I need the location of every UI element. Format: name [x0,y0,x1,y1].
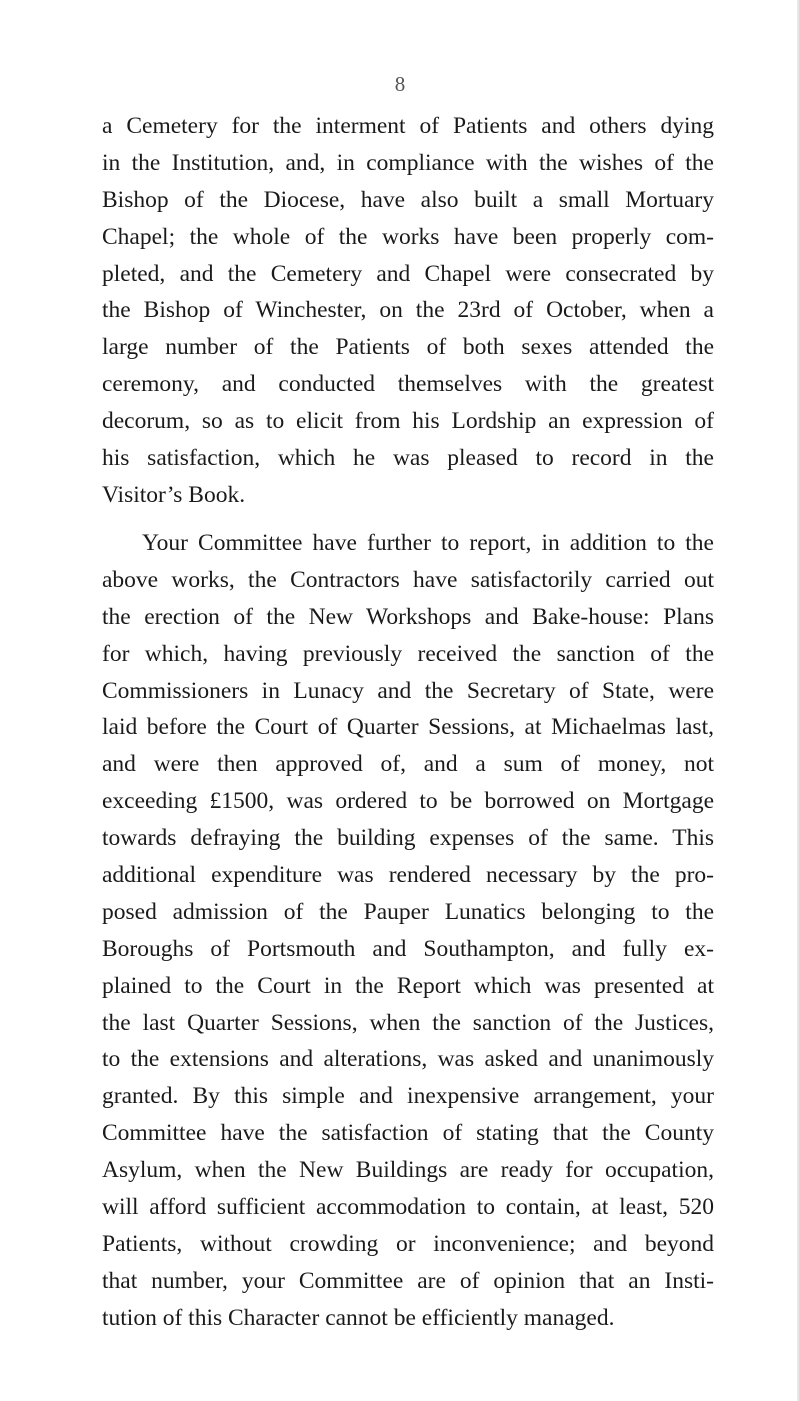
text-line: the erection of the New Workshops and Bake-house: Plans [102,603,714,630]
text-line: tution of this Character cannot be efficiently managed. [102,1304,615,1331]
text-line: large number of the Patients of both sexes attended the [102,334,714,361]
text-line: plained to the Court in the Report which was presented at [102,972,714,999]
text-line: laid before the Court of Quarter Sessions, at Michaelmas last, [102,714,714,741]
text-line: a Cemetery for the interment of Patients and others dying [102,113,714,139]
text-line: ceremony, and conducted themselves with the greatest [102,371,714,398]
text-line: Asylum, when the New Buildings are ready for occupation, [102,1157,714,1184]
text-line: Bishop of the Diocese, have also built a small Mortuary [102,186,714,213]
text-line: the last Quarter Sessions, when the sanction of the Justices, [102,1009,714,1036]
text-line: decorum, so as to elicit from his Lordship an expression of [102,408,714,435]
text-line: exceeding £1500, was ordered to be borrowed on Mortgage [102,788,714,815]
text-line: granted. By this simple and inexpensive arrangement, your [102,1083,714,1110]
text-line: posed admission of the Pauper Lunatics belonging to the [102,898,714,925]
text-line: and were then approved of, and a sum of money, not [102,751,714,778]
text-line: to the extensions and alterations, was asked and unanimously [102,1046,714,1073]
paragraph-cemetery [102,108,714,514]
text-line: the Bishop of Winchester, on the 23rd of October, when a [102,297,714,324]
paragraph-committee-report [102,525,714,1337]
text-line: towards defraying the building expenses of the same. This [102,825,714,852]
text-line: Committee have the satisfaction of stating that the County [102,1120,714,1147]
text-line: Boroughs of Portsmouth and Southampton, and fully ex- [102,935,714,962]
text-line: pleted, and the Cemetery and Chapel were consecrated by [102,260,714,287]
page-number: 8 [394,72,406,96]
text-line: that number, your Committee are of opinion that an Insti- [102,1267,714,1294]
text-line: Your Committee have further to report, in addition to the [142,530,714,556]
text-line: Chapel; the whole of the works have been properly com- [102,223,714,250]
text-line: Commissioners in Lunacy and the Secretary of State, were [102,677,714,704]
text-line: will afford sufficient accommodation to contain, at least, 520 [102,1194,714,1221]
text-line: additional expenditure was rendered necessary by the pro- [102,862,714,889]
text-line: for which, having previously received the sanction of the [102,640,714,667]
text-line: in the Institution, and, in compliance with the wishes of the [102,149,714,176]
text-line: above works, the Contractors have satisfactorily carried out [102,566,714,593]
text-line: Visitor’s Book. [102,481,246,508]
text-line: his satisfaction, which he was pleased to record in the [102,445,714,472]
text-line: Patients, without crowding or inconvenience; and beyond [102,1230,714,1257]
